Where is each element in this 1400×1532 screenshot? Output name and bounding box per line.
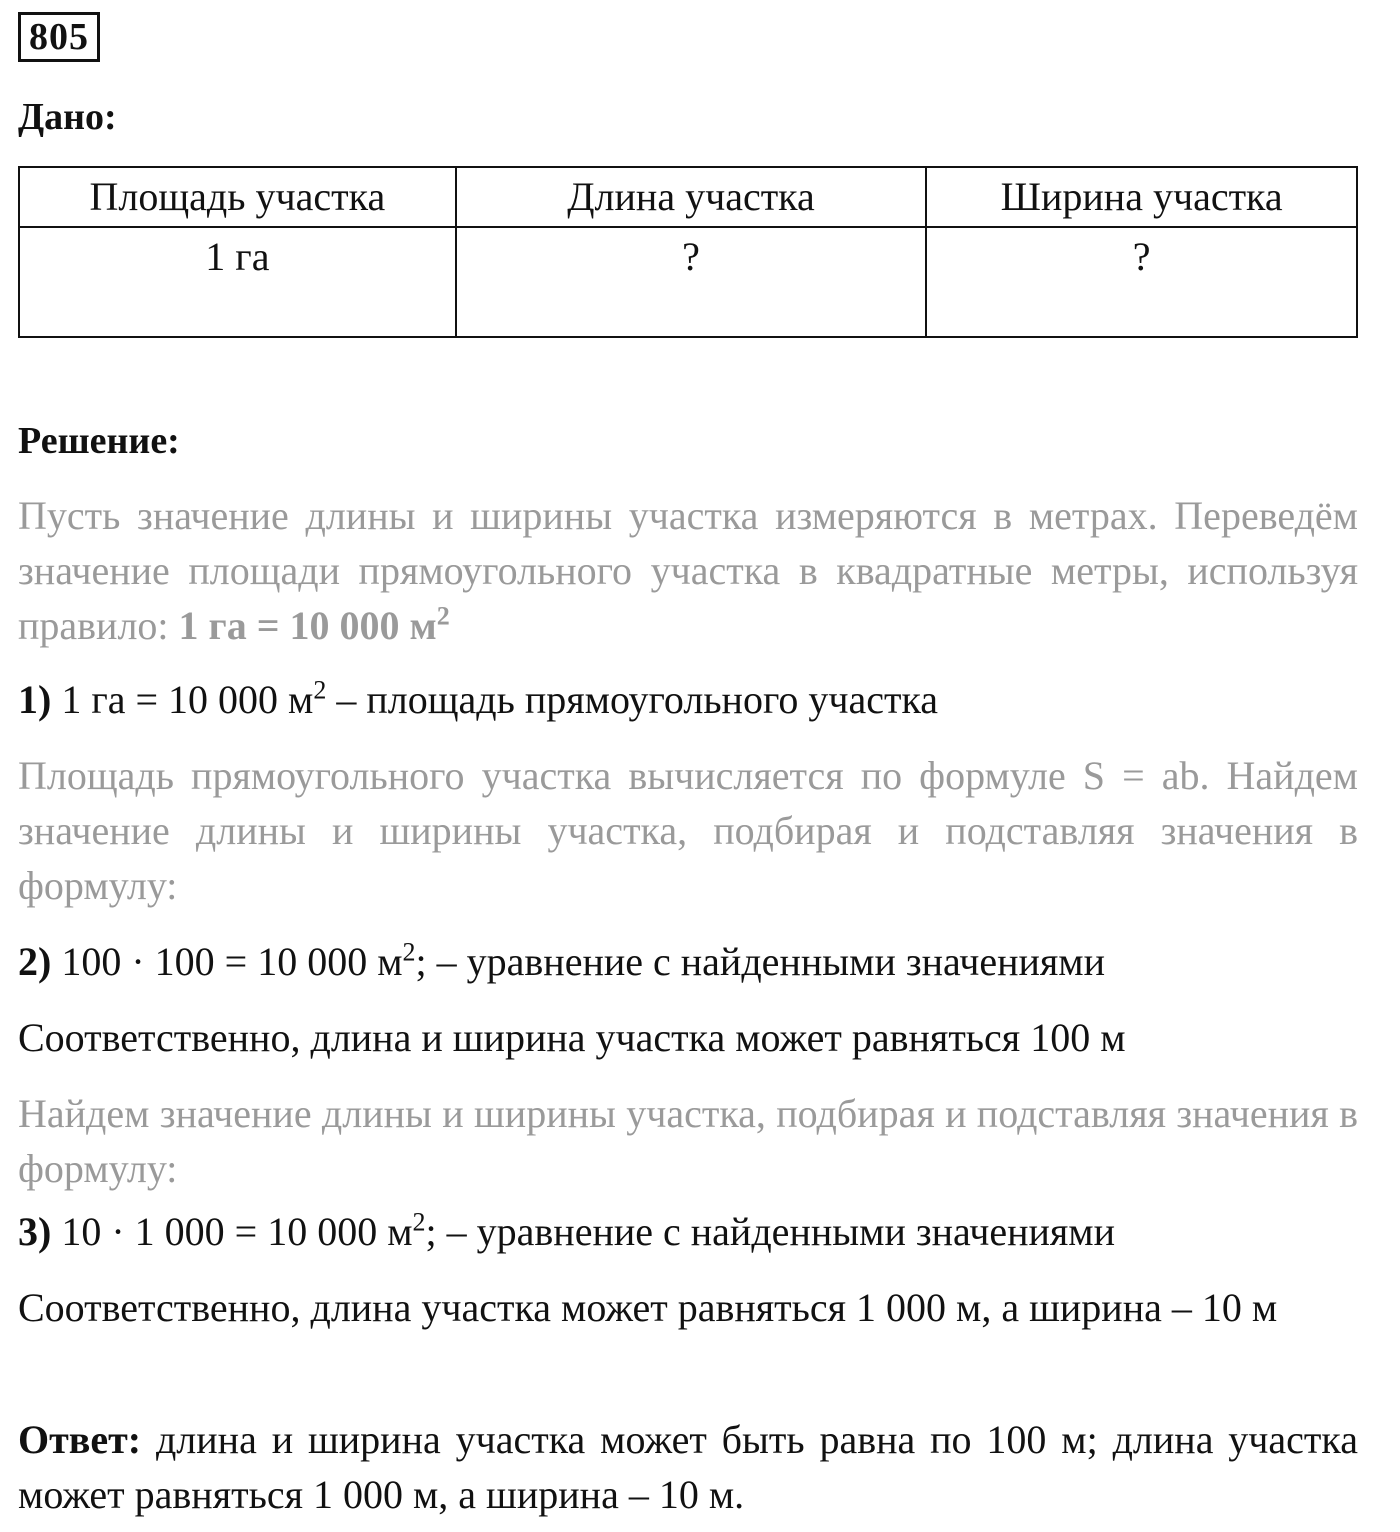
intro-paragraph <box>18 488 1358 653</box>
step-1 <box>18 672 1358 727</box>
header-width: Ширина участка <box>926 167 1357 227</box>
value-length: ? <box>456 227 927 337</box>
step-1-number: 1) <box>18 677 52 722</box>
step-3-text-b: ; – уравнение с найденными значениями <box>425 1209 1116 1254</box>
step-1-text-b: – площадь прямоугольного участка <box>326 677 939 722</box>
step-2-sup: 2 <box>402 937 416 967</box>
task-number: 805 <box>18 12 100 62</box>
given-table-header-row <box>19 167 1357 227</box>
answer-paragraph <box>18 1412 1358 1522</box>
step-3-number: 3) <box>18 1209 52 1254</box>
header-area: Площадь участка <box>19 167 456 227</box>
answer-label: Ответ: <box>18 1417 142 1462</box>
step-3 <box>18 1204 1358 1259</box>
second-formula-paragraph: Найдем значение длины и ширины участка, подбирая и подставляя значения в формулу: <box>18 1091 1358 1191</box>
intro-text: Пусть значение длины и ширины участка измеряются в метрах. Переведём значение площади прямоугольного участка в квадратные метры, используя правило: <box>18 493 1358 648</box>
step-2-text-b: ; – уравнение с найденными значениями <box>415 939 1106 984</box>
given-table <box>18 166 1358 338</box>
answer-text: длина и ширина участка может быть равна по 100 м; длина участка может равняться 1 000 м, а ширина – 10 м. <box>18 1417 1358 1517</box>
given-table-value-row <box>19 227 1357 337</box>
step-3-sup: 2 <box>412 1207 426 1237</box>
step-1-sup: 2 <box>313 675 327 705</box>
solution-title: Решение: <box>18 420 180 462</box>
formula-paragraph: Площадь прямоугольного участка вычисляется по формуле S = ab. Найдем значение длины и ширины участка, подбирая и подставляя значения в формулу: <box>18 753 1358 908</box>
given-title: Дано: <box>18 96 117 138</box>
conversion-rule: 1 га = 10 000 $м^2$ <box>178 601 450 648</box>
step-2-text-a: 100 · 100 = 10 000 м <box>51 939 403 984</box>
conclusion-2: Соответственно, длина участка может равняться 1 000 м, а ширина – 10 м <box>18 1285 1278 1330</box>
value-width: ? <box>926 227 1357 337</box>
step-2 <box>18 934 1358 989</box>
value-area: 1 га <box>19 227 456 337</box>
conclusion-1: Соответственно, длина и ширина участка может равняться 100 м <box>18 1015 1126 1060</box>
step-1-text-a: 1 га = 10 000 м <box>51 677 314 722</box>
step-2-number: 2) <box>18 939 52 984</box>
header-length: Длина участка <box>456 167 927 227</box>
step-3-text-a: 10 · 1 000 = 10 000 м <box>51 1209 413 1254</box>
